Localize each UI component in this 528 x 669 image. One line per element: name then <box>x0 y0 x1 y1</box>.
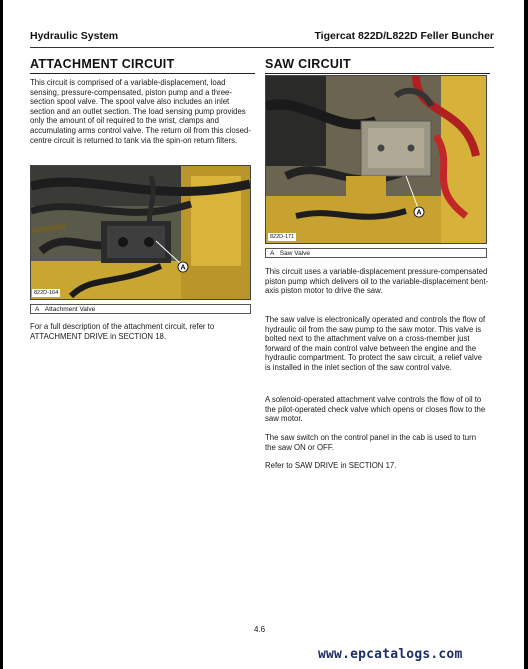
saw-paragraph-2: The saw valve is electronically operated and controls the flow of hydraulic oil from the saw pump to the saw motor. This valve is bolted next to the attachment valve on a cross-member just forward of the main control valve between the engine and the hydraulic compartment. To protect the saw circuit, a relief valve is installed in the inlet section of the saw control valve. <box>265 315 486 372</box>
saw-figure-caption <box>265 248 487 258</box>
saw-paragraph-3: A solenoid-operated attachment valve controls the flow of oil to the pilot-operated check valve which opens or closes flow to the saw motor. <box>265 395 486 424</box>
saw-circuit-heading: SAW CIRCUIT <box>265 57 490 74</box>
saw-paragraph-5: Refer to SAW DRIVE in SECTION 17. <box>265 461 397 470</box>
saw-caption-letter: A <box>270 250 275 257</box>
attachment-paragraph-2: For a full description of the attachment circuit, refer to ATTACHMENT DRIVE in SECTION 18. <box>30 322 215 341</box>
attachment-caption-text: Attachment Valve <box>44 306 96 313</box>
saw-paragraph-4: The saw switch on the control panel in the cab is used to turn the saw ON or OFF. <box>265 433 477 452</box>
saw-photo-marker: A <box>416 209 422 217</box>
section-title: Hydraulic System <box>30 30 119 42</box>
attachment-figure-code: 822D-164 <box>34 290 59 296</box>
attachment-paragraph-1: This circuit is comprised of a variable-displacement, load sensing, pressure-compensated, piston pump and a three-section spool valve. The spool valve also includes an inlet section and an outlet section. The load sensing pump provides only the amount of oil required to the wrist, clamps and accumulating arms control valve. The return oil from this closed-centre circuit is returned to tank via the spin-on return filters. <box>30 78 251 145</box>
page-number: 4.6 <box>254 625 266 634</box>
page-border-left <box>0 0 3 669</box>
attachment-figure-caption <box>30 304 251 314</box>
saw-caption-text: Saw Valve <box>279 250 310 257</box>
saw-valve-photo <box>265 75 487 244</box>
header-rule <box>30 47 494 48</box>
attachment-photo-marker: A <box>180 264 186 272</box>
saw-figure-code: 822D-171 <box>270 234 295 240</box>
page-header <box>30 30 494 44</box>
watermark: www.epcatalogs.com <box>318 647 463 662</box>
attachment-valve-photo <box>30 165 251 300</box>
saw-paragraph-1: This circuit uses a variable-displacement pressure-compensated piston pump which delivers oil to the variable-displacement bent-axis piston motor to drive the saw. <box>265 267 489 296</box>
attachment-circuit-heading: ATTACHMENT CIRCUIT <box>30 57 255 74</box>
attachment-caption-letter: A <box>35 306 40 313</box>
page-border-right <box>524 0 528 669</box>
manual-title: Tigercat 822D/L822D Feller Buncher <box>314 30 494 42</box>
